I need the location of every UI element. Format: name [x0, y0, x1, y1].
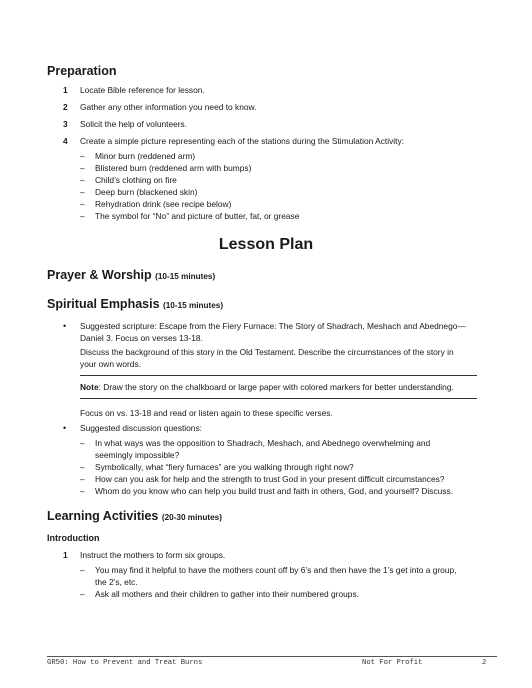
dash-bullet: –: [80, 151, 85, 161]
discuss-line: Discuss the background of this story in the Old Testament. Describe the circumstances of the story in: [80, 347, 454, 357]
introduction-heading: Introduction: [47, 533, 100, 543]
prep-item-text: Locate Bible reference for lesson.: [80, 85, 205, 95]
question-line: How can you ask for help and the strength to trust God in your present difficult circumstances?: [95, 474, 445, 484]
prep-item-text: Solicit the help of volunteers.: [80, 119, 188, 129]
prep-item-number: 3: [63, 119, 68, 129]
prayer-heading: [47, 268, 215, 282]
prep-item-text: Create a simple picture representing each of the stations during the Stimulation Activity:: [80, 136, 405, 146]
learning-subitem: You may find it helpful to have the mothers count off by 6’s and then have the 1’s get into a group,: [95, 565, 457, 575]
learning-heading: [47, 509, 222, 523]
dash-bullet: –: [80, 163, 85, 173]
learning-item-text: Instruct the mothers to form six groups.: [80, 550, 226, 560]
lesson-plan-title: Lesson Plan: [218, 236, 314, 253]
prayer-time: (10-15 minutes): [155, 272, 216, 281]
spiritual-heading: [47, 297, 223, 311]
round-bullet: •: [63, 423, 67, 433]
questions-label: Suggested discussion questions:: [80, 423, 202, 433]
note-line: [80, 381, 454, 393]
note-bottom-rule: [80, 398, 477, 399]
scripture-line: Suggested scripture: Escape from the Fiery Furnace: The Story of Shadrach, Meshach and Abednego—: [80, 321, 466, 331]
prep-subitem: The symbol for “No” and picture of butter, fat, or grease: [95, 211, 300, 221]
dash-bullet: –: [80, 486, 85, 496]
question-line: seemingly impossible?: [95, 450, 180, 460]
prep-subitem: Deep burn (blackened skin): [95, 187, 198, 197]
prep-item-number: 4: [63, 136, 68, 146]
preparation-heading: Preparation: [47, 64, 117, 78]
prep-subitem: Blistered burn (reddened arm with bumps): [95, 163, 252, 173]
dash-bullet: –: [80, 474, 85, 484]
prep-item-number: 1: [63, 85, 68, 95]
scripture-line: Daniel 3. Focus on verses 13-18.: [80, 333, 203, 343]
learning-subitem: the 2’s, etc.: [95, 577, 138, 587]
dash-bullet: –: [80, 462, 85, 472]
dash-bullet: –: [80, 589, 85, 599]
learning-time: (20-30 minutes): [161, 513, 222, 522]
question-line: Symbolically, what “fiery furnaces” are you walking through right now?: [95, 462, 354, 472]
dash-bullet: –: [80, 199, 85, 209]
dash-bullet: –: [80, 565, 85, 575]
question-line: In what ways was the opposition to Shadrach, Meshach, and Abednego overwhelming and: [95, 438, 431, 448]
prayer-heading-text: Prayer & Worship: [47, 268, 152, 282]
note-label: Note: [80, 382, 99, 392]
note-text: : Draw the story on the chalkboard or large paper with colored markers for better understanding.: [98, 382, 454, 392]
focus-line: Focus on vs. 13-18 and read or listen again to these specific verses.: [80, 408, 333, 418]
prep-subitem: Child’s clothing on fire: [95, 175, 177, 185]
footer-rule: [47, 656, 497, 657]
prep-item-text: Gather any other information you need to know.: [80, 102, 257, 112]
learning-heading-text: Learning Activities: [47, 509, 159, 523]
footer-page-number: 2: [482, 659, 487, 667]
spiritual-time: (10-15 minutes): [163, 301, 224, 310]
learning-item-number: 1: [63, 550, 68, 560]
prep-item-number: 2: [63, 102, 68, 112]
prep-subitem: Minor burn (reddened arm): [95, 151, 196, 161]
dash-bullet: –: [80, 211, 85, 221]
learning-subitem: Ask all mothers and their children to gather into their numbered groups.: [95, 589, 359, 599]
dash-bullet: –: [80, 438, 85, 448]
prep-subitem: Rehydration drink (see recipe below): [95, 199, 232, 209]
round-bullet: •: [63, 321, 67, 331]
footer-title: GR50: How to Prevent and Treat Burns: [47, 659, 203, 667]
dash-bullet: –: [80, 175, 85, 185]
footer-not-for-profit: Not For Profit: [362, 659, 423, 667]
question-line: Whom do you know who can help you build trust and faith in others, God, and yourself? Discuss.: [95, 486, 453, 496]
discuss-line: your own words.: [80, 359, 141, 369]
spiritual-heading-text: Spiritual Emphasis: [47, 297, 160, 311]
dash-bullet: –: [80, 187, 85, 197]
note-top-rule: [80, 375, 477, 376]
